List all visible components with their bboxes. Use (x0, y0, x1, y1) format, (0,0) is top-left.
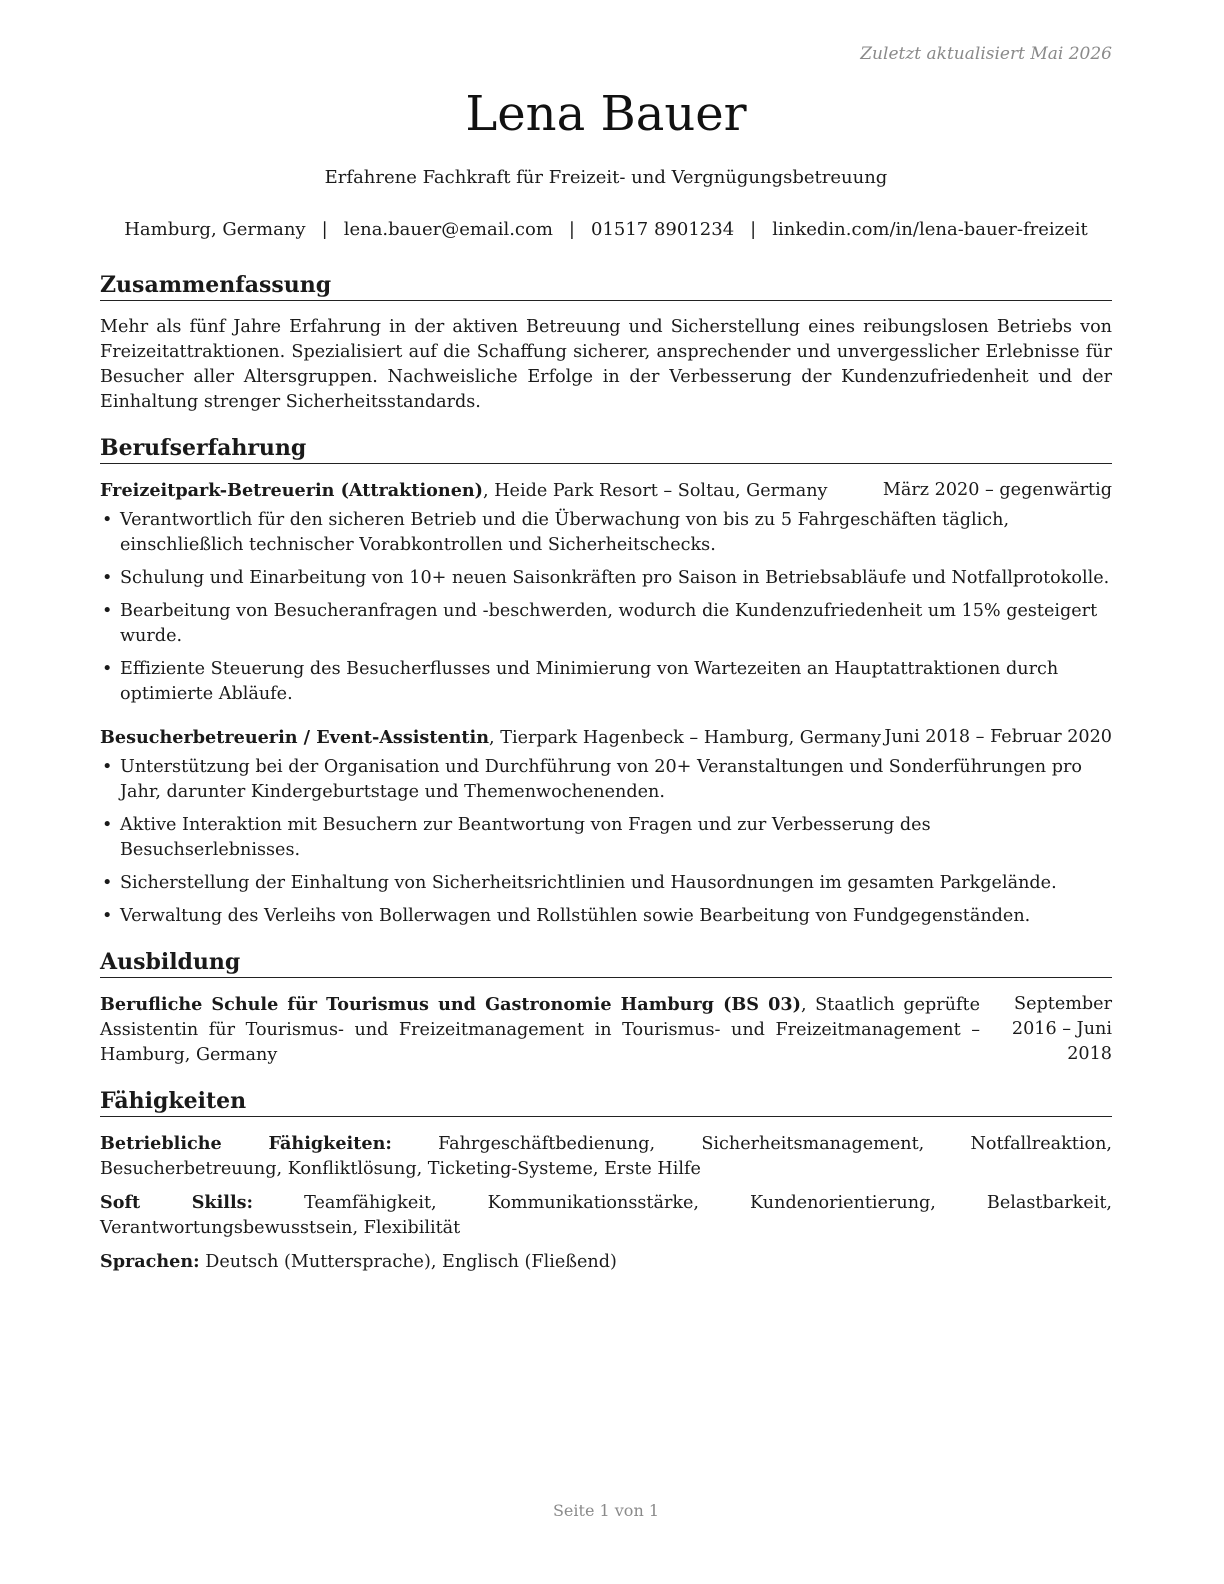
list-item (100, 904, 1112, 929)
list-item (100, 508, 1112, 558)
contact-separator: | (750, 219, 757, 240)
contact-line (0, 219, 1212, 240)
section-title-skills: Fähigkeiten (100, 1086, 1112, 1117)
list-item (100, 755, 1112, 805)
list-item (100, 566, 1112, 591)
bullet-text: Schulung und Einarbeitung von 10+ neuen Saisonkräften pro Saison in Betriebsabläufe und Notfallprotokolle. (120, 568, 1110, 588)
skill-line (100, 1131, 1112, 1182)
job-role: Freizeitpark-Betreuerin (Attraktionen) (100, 480, 484, 501)
bullet-icon: • (102, 757, 113, 777)
job-bullets (100, 755, 1112, 929)
page-number-footer: Seite 1 von 1 (552, 1501, 660, 1520)
job-bullets (100, 508, 1112, 707)
job-header (100, 725, 1112, 751)
contact-location: Hamburg, Germany (124, 219, 306, 240)
skills-section (100, 1086, 1112, 1275)
section-title-experience: Berufserfahrung (100, 433, 1112, 464)
bullet-icon: • (102, 568, 113, 588)
list-item (100, 599, 1112, 649)
list-item (100, 657, 1112, 707)
summary-section (100, 270, 1112, 415)
bullet-text: Effiziente Steuerung des Besucherflusses und Minimierung von Wartezeiten an Hauptattraktionen durch optimierte Abläufe. (120, 659, 1059, 704)
section-title-education: Ausbildung (100, 947, 1112, 978)
skill-line (100, 1249, 1112, 1275)
skill-label: Sprachen: (100, 1251, 200, 1272)
bullet-text: Verantwortlich für den sicheren Betrieb und die Überwachung von bis zu 5 Fahrgeschäften täglich, einschließlich technischer Vorabkontrollen und Sicherheitschecks. (120, 510, 1010, 555)
bullet-text: Unterstützung bei der Organisation und Durchführung von 20+ Veranstaltungen und Sonderführungen pro Jahr, darunter Kindergeburtstage und Themenwochenenden. (120, 757, 1082, 802)
education-school: Berufliche Schule für Tourismus und Gastronomie Hamburg (BS 03) (100, 994, 801, 1015)
section-title-summary: Zusammenfassung (100, 270, 1112, 301)
job-dates: Juni 2018 – Februar 2020 (884, 727, 1112, 747)
skill-label: Betriebliche Fähigkeiten: (100, 1133, 392, 1154)
job-entry (100, 478, 1112, 707)
education-dates: September 2016 – Juni 2018 (1011, 994, 1112, 1064)
education-description (100, 992, 980, 1068)
experience-section (100, 433, 1112, 929)
job-organization: , Heide Park Resort – Soltau, Germany (483, 481, 828, 501)
job-entry (100, 725, 1112, 929)
skill-line (100, 1190, 1112, 1241)
resume-body (100, 270, 1112, 1293)
bullet-icon: • (102, 906, 113, 926)
job-header (100, 478, 1112, 504)
job-title-line (100, 725, 881, 751)
candidate-name: Lena Bauer (465, 86, 747, 142)
contact-separator: | (321, 219, 328, 240)
bullet-text: Aktive Interaktion mit Besuchern zur Beantwortung von Fragen und zur Verbesserung des Besuchserlebnisses. (120, 815, 931, 860)
job-role: Besucherbetreuerin / Event-Assistentin (100, 727, 490, 748)
skill-text: Fahrgeschäftbedienung, Sicherheitsmanagement, Notfallreaktion, Besucherbetreuung, Konfliktlösung, Ticketing-Systeme, Erste Hilfe (100, 1134, 1112, 1179)
bullet-icon: • (102, 601, 113, 621)
bullet-icon: • (102, 659, 113, 679)
job-dates: März 2020 – gegenwärtig (882, 480, 1112, 500)
bullet-icon: • (102, 510, 113, 530)
contact-email[interactable]: lena.bauer@email.com (343, 219, 553, 240)
contact-phone[interactable]: 01517 8901234 (591, 219, 735, 240)
contact-separator: | (568, 219, 575, 240)
education-entry (100, 992, 1112, 1068)
headline: Erfahrene Fachkraft für Freizeit- und Vergnügungsbetreuung (324, 167, 888, 188)
bullet-text: Bearbeitung von Besucheranfragen und -beschwerden, wodurch die Kundenzufriedenheit um 15% gesteigert wurde. (120, 601, 1098, 646)
job-title-line (100, 478, 827, 504)
list-item (100, 871, 1112, 896)
skill-text: Deutsch (Muttersprache), Englisch (Fließend) (199, 1252, 617, 1272)
list-item (100, 813, 1112, 863)
job-organization: , Tierpark Hagenbeck – Hamburg, Germany (489, 728, 882, 748)
bullet-text: Sicherstellung der Einhaltung von Sicherheitsrichtlinien und Hausordnungen im gesamten Parkgelände. (120, 873, 1057, 893)
bullet-text: Verwaltung des Verleihs von Bollerwagen und Rollstühlen sowie Bearbeitung von Fundgegenständen. (120, 906, 1031, 926)
bullet-icon: • (102, 815, 113, 835)
skill-label: Soft Skills: (100, 1192, 254, 1213)
last-updated-note: Zuletzt aktualisiert Mai 2026 (860, 44, 1112, 64)
education-section (100, 947, 1112, 1068)
skill-text: Teamfähigkeit, Kommunikationsstärke, Kundenorientierung, Belastbarkeit, Verantwortungsbewusstsein, Flexibilität (100, 1193, 1112, 1238)
education-detail: , Staatlich geprüfte Assistentin für Tourismus- und Freizeitmanagement in Tourismus- und Freizeitmanagement – Hamburg, Germany (100, 995, 980, 1065)
contact-linkedin[interactable]: linkedin.com/in/lena-bauer-freizeit (772, 219, 1088, 240)
bullet-icon: • (102, 873, 113, 893)
summary-text: Mehr als fünf Jahre Erfahrung in der aktiven Betreuung und Sicherstellung eines reibungslosen Betriebs von Freizeitattraktionen. Spezialisiert auf die Schaffung sicherer, ansprechender und unvergesslicher Erlebnisse für Besucher aller Altersgruppen. Nachweisliche Erfolge in der Verbesserung der Kundenzufriedenheit und der Einhaltung strenger Sicherheitsstandards. (100, 317, 1112, 412)
